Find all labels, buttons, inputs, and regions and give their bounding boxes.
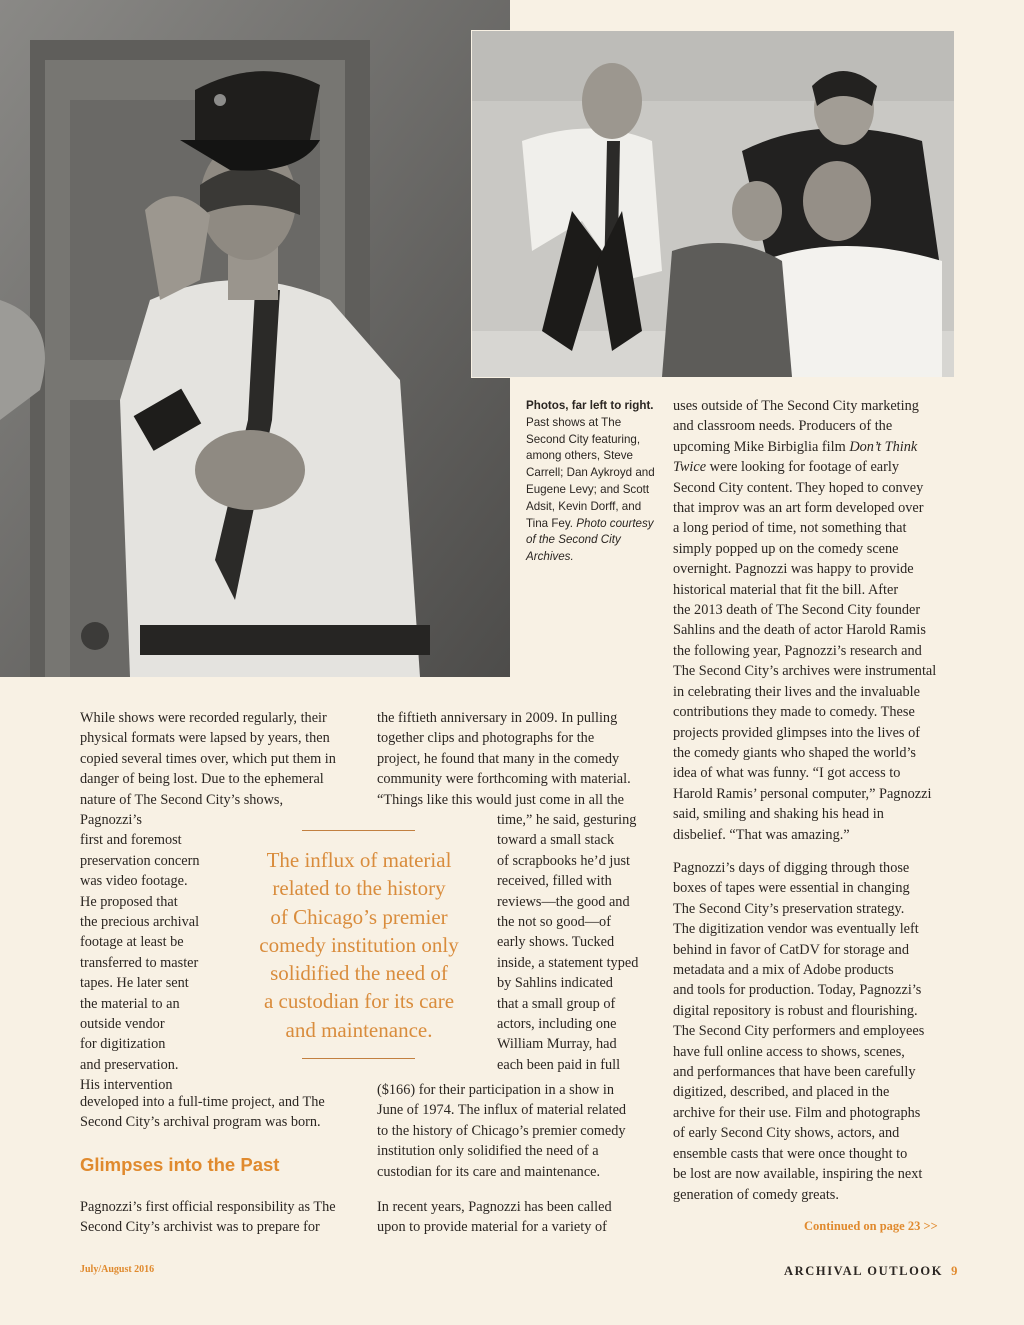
text-span: upcoming Mike Birbiglia film <box>673 438 850 455</box>
pull-quote-line: a custodian for its care <box>263 989 455 1014</box>
text-line: Second City’s archival program was born. <box>80 1114 321 1131</box>
text-line: by Sahlins indicated <box>497 975 613 992</box>
pull-quote-rule-top <box>302 830 415 831</box>
text-line: institution only solidified the need of a <box>377 1143 599 1160</box>
text-line: nature of The Second City’s shows, <box>80 791 284 808</box>
film-title: Don’t Think <box>849 438 918 455</box>
caption-title: Photos, far left to right. <box>526 399 654 412</box>
text-line: custodian for its care and maintenance. <box>377 1163 601 1180</box>
col2-last <box>377 1197 667 1238</box>
text-line: inside, a statement typed <box>497 954 639 971</box>
left-photo <box>0 0 510 677</box>
text-line: the comedy giants who shaped the world’s <box>673 744 916 761</box>
text-line: together clips and photographs for the <box>377 730 595 747</box>
col2-top <box>377 708 667 810</box>
text-line: June of 1974. The influx of material related <box>377 1102 627 1119</box>
pull-quote-line: and maintenance. <box>285 1017 433 1042</box>
text-line: each been paid in full <box>497 1056 621 1073</box>
text-line: He proposed that <box>80 893 178 910</box>
text-line: be lost are now available, inspiring the next <box>673 1166 923 1183</box>
text-line: the following year, Pagnozzi’s research and <box>673 642 922 659</box>
text-line: for digitization <box>80 1036 166 1053</box>
text-line: the fiftieth anniversary in 2009. In pulling <box>377 710 618 726</box>
text-line: Second City content. They hoped to convey <box>673 479 924 496</box>
text-line: copied several times over, which put them in <box>80 750 336 767</box>
text-line: first and foremost <box>80 832 182 849</box>
text-line: project, he found that many in the comedy <box>377 750 620 767</box>
pull-quote-line: related to the history <box>272 876 446 901</box>
text-line: ensemble casts that were once thought to <box>673 1145 908 1162</box>
caption-text: Past shows at The Second City featuring, among others, Steve Carrell; Dan Aykroyd and Eugene Levy; and Scott Adsit, Kevin Dorff, and Tina Fey. <box>526 415 655 530</box>
text-line: metadata and a mix of Adobe products <box>673 962 894 979</box>
text-line: In recent years, Pagnozzi has been called <box>377 1199 612 1215</box>
text-line: and classroom needs. Producers of the <box>673 418 893 435</box>
col2-narrow <box>497 810 667 1075</box>
caption-credit: Photo courtesy of the Second City Archives. <box>526 516 654 564</box>
col1-bottom <box>80 1092 370 1133</box>
text-line: to the history of Chicago’s premier comedy <box>377 1122 626 1139</box>
text-line: preservation concern <box>80 852 200 869</box>
text-line: outside vendor <box>80 1016 165 1033</box>
text-line: disbelief. “That was amazing.” <box>673 826 850 843</box>
col1-top <box>80 708 370 810</box>
text-line: danger of being lost. Due to the ephemeral <box>80 771 324 788</box>
text-line: digital repository is robust and flourishing. <box>673 1002 918 1019</box>
text-line: actors, including one <box>497 1016 617 1033</box>
text-line: that improv was an art form developed over <box>673 500 924 517</box>
text-line: the not so good—of <box>497 914 611 931</box>
text-line: generation of comedy greats. <box>673 1186 839 1203</box>
text-line: and preservation. <box>80 1056 179 1073</box>
text-line: toward a small stack <box>497 832 615 849</box>
pull-quote-line: of Chicago’s premier <box>270 904 448 929</box>
text-line: community were forthcoming with material. <box>377 771 631 788</box>
text-line: simply popped up on the comedy scene <box>673 540 899 557</box>
text-line <box>673 457 963 477</box>
text-line: Pagnozzi’s days of digging through those <box>673 860 910 876</box>
col3-para2 <box>673 858 963 1205</box>
text-line: early shows. Tucked <box>497 934 615 951</box>
text-line: physical formats were lapsed by years, then <box>80 730 330 747</box>
col2-bottom <box>377 1080 667 1182</box>
pull-quote-line: The influx of material <box>266 848 452 872</box>
text-line: historical material that fit the bill. After <box>673 581 899 598</box>
text-line: and performances that have been carefully <box>673 1064 916 1081</box>
text-span: were looking for footage of early <box>706 459 900 476</box>
photo-caption <box>526 398 662 566</box>
text-line: developed into a full-time project, and The <box>80 1094 325 1110</box>
text-line: The digitization vendor was eventually left <box>673 921 919 938</box>
text-line: transferred to master <box>80 954 199 971</box>
text-line: Pagnozzi’s <box>80 812 142 828</box>
text-line: The Second City’s archives were instrumental <box>673 663 937 680</box>
text-line: tapes. He later sent <box>80 975 189 992</box>
text-line: received, filled with <box>497 873 612 890</box>
text-line: Second City’s archivist was to prepare for <box>80 1219 320 1236</box>
text-line: Harold Ramis’ personal computer,” Pagnozzi <box>673 785 932 802</box>
text-line: contributions they made to comedy. These <box>673 704 915 721</box>
col3-para1 <box>673 396 963 845</box>
pull-quote-line: solidified the need of <box>270 961 448 986</box>
text-line: the precious archival <box>80 914 200 931</box>
text-line: in celebrating their lives and the invaluable <box>673 683 920 700</box>
text-line: archive for their use. Film and photographs <box>673 1104 921 1121</box>
footer-issue: July/August 2016 <box>80 1264 155 1275</box>
text-line: His intervention <box>80 1077 173 1094</box>
section-heading: Glimpses into the Past <box>80 1154 280 1175</box>
text-line: William Murray, had <box>497 1036 617 1053</box>
text-line: The Second City performers and employees <box>673 1023 925 1040</box>
text-line: boxes of tapes were essential in changing <box>673 880 910 897</box>
text-line: projects provided glimpses into the lives of <box>673 724 920 741</box>
text-line: said, smiling and shaking his head in <box>673 806 884 823</box>
text-line: Pagnozzi’s first official responsibility as The <box>80 1199 336 1215</box>
text-line: upon to provide material for a variety of <box>377 1219 607 1236</box>
text-line: the 2013 death of The Second City founder <box>673 602 921 619</box>
text-line: digitized, described, and placed in the <box>673 1084 890 1101</box>
text-line: time,” he said, gesturing <box>497 812 637 828</box>
text-line: overnight. Pagnozzi was happy to provide <box>673 561 914 578</box>
text-line: ($166) for their participation in a show in <box>377 1082 615 1098</box>
text-line: The Second City’s preservation strategy. <box>673 900 905 917</box>
text-line: While shows were recorded regularly, their <box>80 710 327 726</box>
text-line: behind in favor of CatDV for storage and <box>673 941 909 958</box>
footer-magazine <box>784 1264 957 1279</box>
right-photo <box>471 30 955 378</box>
text-line: have full online access to shows, scenes, <box>673 1043 905 1060</box>
magazine-title: ARCHIVAL OUTLOOK <box>784 1264 944 1278</box>
film-title: Twice <box>673 459 707 476</box>
pull-quote-line: comedy institution only <box>259 932 459 957</box>
text-line <box>673 437 963 457</box>
continued-link[interactable]: Continued on page 23 >> <box>804 1219 938 1233</box>
pull-quote <box>242 846 476 1044</box>
text-line: of early Second City shows, actors, and <box>673 1125 900 1142</box>
page-number: 9 <box>951 1264 958 1278</box>
text-line: footage at least be <box>80 934 184 951</box>
pull-quote-rule-bottom <box>302 1058 415 1059</box>
text-line: of scrapbooks he’d just <box>497 852 631 869</box>
text-line: that a small group of <box>497 995 616 1012</box>
text-line: a long period of time, not something that <box>673 520 907 537</box>
text-line: uses outside of The Second City marketing <box>673 398 919 414</box>
col1-after-heading <box>80 1197 370 1238</box>
text-line: idea of what was funny. “I got access to <box>673 765 901 782</box>
text-line: Sahlins and the death of actor Harold Ramis <box>673 622 926 639</box>
text-line: was video footage. <box>80 873 188 890</box>
text-line: “Things like this would just come in all the <box>377 791 624 808</box>
text-line: the material to an <box>80 995 180 1012</box>
text-line: reviews—the good and <box>497 893 630 910</box>
text-line: and tools for production. Today, Pagnozzi’s <box>673 982 922 999</box>
col1-narrow <box>80 810 230 1096</box>
